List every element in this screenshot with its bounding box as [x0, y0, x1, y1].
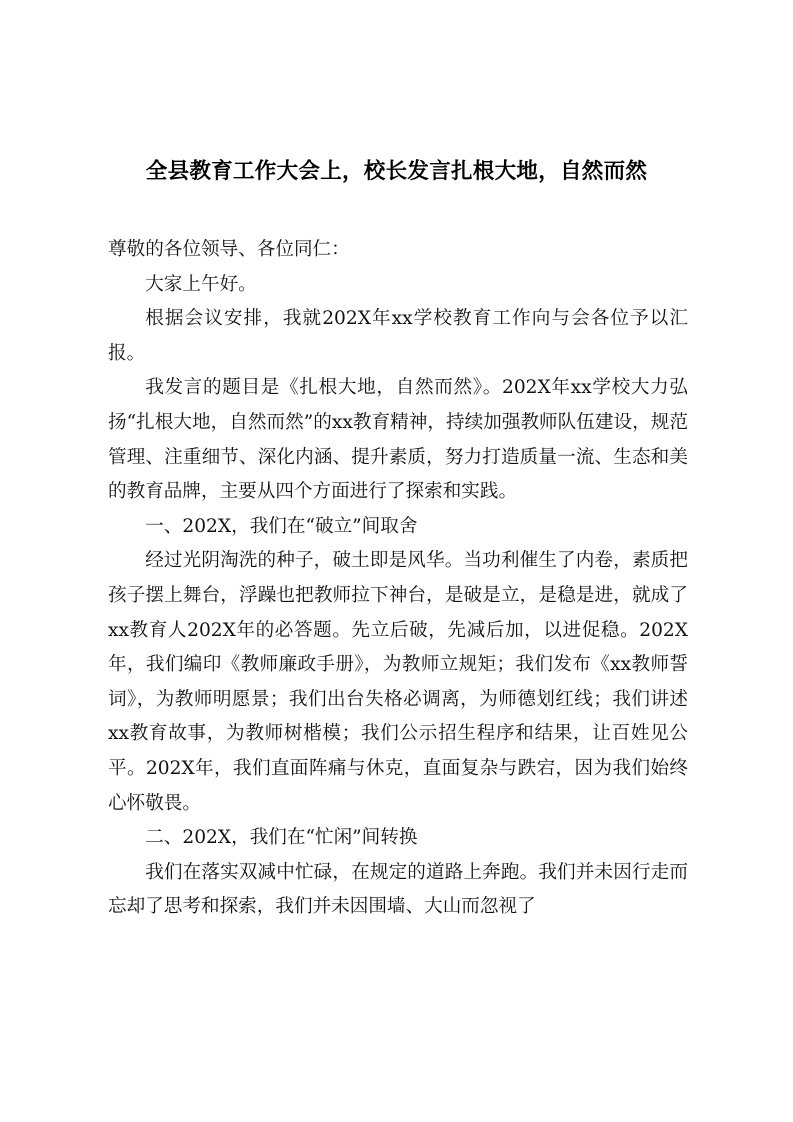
section-2-paragraph: 我们在落实双减中忙碌，在规定的道路上奔跑。我们并未因行走而忘却了思考和探索，我们并未因围墙、大山而忽视了: [108, 861, 688, 918]
section-heading-1: 一、202X，我们在“破立”间取舍: [145, 515, 418, 537]
salutation: 尊敬的各位领导、各位同仁：: [108, 239, 350, 260]
paragraph-intro: 根据会议安排，我就202X年xx学校教育工作向与会各位予以汇报。: [108, 308, 688, 364]
greeting: 大家上午好。: [145, 273, 257, 295]
document-title: 全县教育工作大会上，校长发言扎根大地，自然而然: [145, 159, 648, 184]
document-body: [108, 233, 688, 925]
section-1-paragraph: 经过光阴淘洗的种子，破土即是风华。当功利催生了内卷，素质把孩子摆上舞台，浮躁也把教师拉下神台，是破是立，是稳是进，就成了xx教育人202X年的必答题。先立后破，先减后加，以进促稳。202X年，我们编印《教师廉政手册》，为教师立规矩；我们发布《xx教师誓词》，为教师明愿景；我们出台失格必调离，为师德划红线；我们讲述xx教育故事，为教师树楷模；我们公示招生程序和结果，让百姓见公平。202X年，我们直面阵痛与休克，直面复杂与跌宕，因为我们始终心怀敬畏。: [108, 550, 688, 814]
paragraph-topic: 我发言的题目是《扎根大地，自然而然》。202X年xx学校大力弘扬“扎根大地，自然而然”的xx教育精神，持续加强教师队伍建设，规范管理、注重细节、深化内涵、提升素质，努力打造质量一流、生态和美的教育品牌，主要从四个方面进行了探索和实践。: [108, 377, 688, 503]
section-heading-2: 二、202X，我们在“忙闲”间转换: [145, 827, 418, 849]
